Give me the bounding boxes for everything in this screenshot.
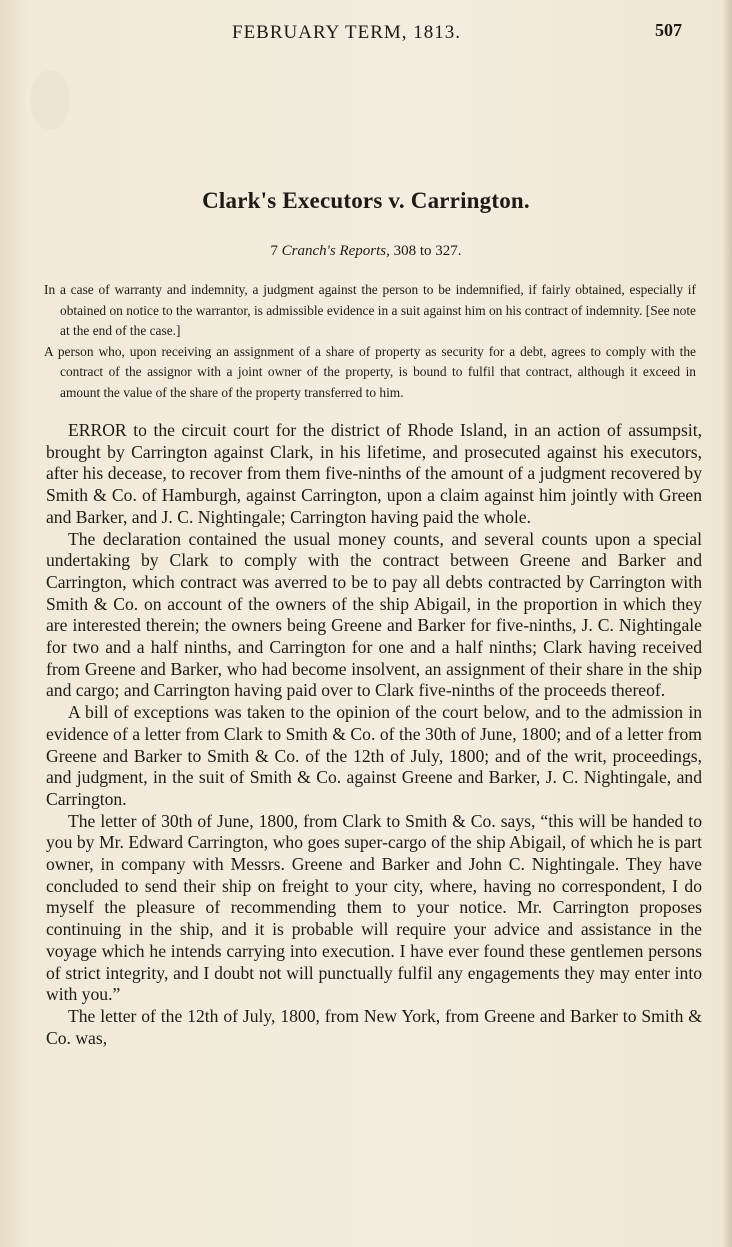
opinion-body bbox=[46, 420, 702, 1049]
case-title: Clark's Executors v. Carrington. bbox=[202, 188, 530, 213]
body-paragraph-exceptions: A bill of exceptions was taken to the opinion of the court below, and to the admission in evidence of a letter from Clark to Smith & Co. of the 30th of June, 1800; and of a letter from Greene and Barker to Smith & Co. of the 12th of July, 1800; and of the writ, proceedings, and judgment, in the suit of Smith & Co. against Greene and Barker, J. C. Nightingale, and Carrington. bbox=[46, 702, 702, 809]
citation-volume: 7 bbox=[270, 243, 282, 259]
body-paragraph-declaration: The declaration contained the usual money counts, and several counts upon a special undertaking by Clark to comply with the contract between Greene and Barker and Carrington, which contract was averred to be to pay all debts contracted by Carrington with Smith & Co. on account of the owners of the ship Abigail, in the proportion in which they are interested therein; the owners being Greene and Barker for five-ninths, J. C. Nightingale for two and a half ninths, and Carrington for one and a half ninths; Clark having received from Greene and Barker, who had become insolvent, an assignment of their share in the ship and cargo; and Carrington having paid over to Clark five-ninths of the proceeds thereof. bbox=[46, 528, 702, 701]
citation-pages: 308 to 327. bbox=[389, 243, 462, 259]
case-citation bbox=[0, 243, 732, 260]
syllabus bbox=[44, 280, 696, 403]
body-paragraph-error: ERROR to the circuit court for the district of Rhode Island, in an action of assumpsit, brought by Carrington against Clark, in his lifetime, and prosecuted against his executors, after his decease, to recover from them five-ninths of the amount of a judgment recovered by Smith & Co. of Hamburgh, against Carrington, upon a claim against him jointly with Green and Barker, and J. C. Nightingale; Carrington having paid the whole. bbox=[46, 420, 702, 527]
syllabus-paragraph-1: In a case of warranty and indemnity, a judgment against the person to be indemnified, if fairly obtained, especially if obtained on notice to the warrantor, is admissible evidence in a suit against him on his contract of indemnity. [See note at the end of the case.] bbox=[44, 282, 696, 338]
body-paragraph-letter-june: The letter of 30th of June, 1800, from Clark to Smith & Co. says, “this will be handed to you by Mr. Edward Carrington, who goes super-cargo of the ship Abigail, of which he is part owner, in company with Messrs. Greene and Barker and John C. Nightingale. They have concluded to send their ship on freight to your city, where, having no correspondent, I do myself the pleasure of recommending them to your notice. Mr. Carrington proposes continuing in the ship, and it is probable will require your advice and assistance in the voyage which he intends carrying into execution. I have ever found these gentlemen persons of strict integrity, and I doubt not will punctually fulfil any engagements they may enter into with you.” bbox=[46, 810, 702, 1005]
body-paragraph-letter-july: The letter of the 12th of July, 1800, from New York, from Greene and Barker to Smith & Co. was, bbox=[46, 1005, 702, 1048]
page-number: 507 bbox=[655, 20, 682, 40]
running-head bbox=[0, 22, 732, 46]
running-title: FEBRUARY TERM, 1813. bbox=[232, 22, 462, 43]
citation-reporter: Cranch's Reports, bbox=[281, 243, 390, 259]
syllabus-paragraph-2: A person who, upon receiving an assignment of a share of property as security for a debt, agrees to comply with the contract of the assignor with a joint owner of the property, is bound to fulfil that contract, although it exceed in amount the value of the share of the property transferred to him. bbox=[44, 343, 696, 400]
paper-stain bbox=[30, 70, 70, 130]
